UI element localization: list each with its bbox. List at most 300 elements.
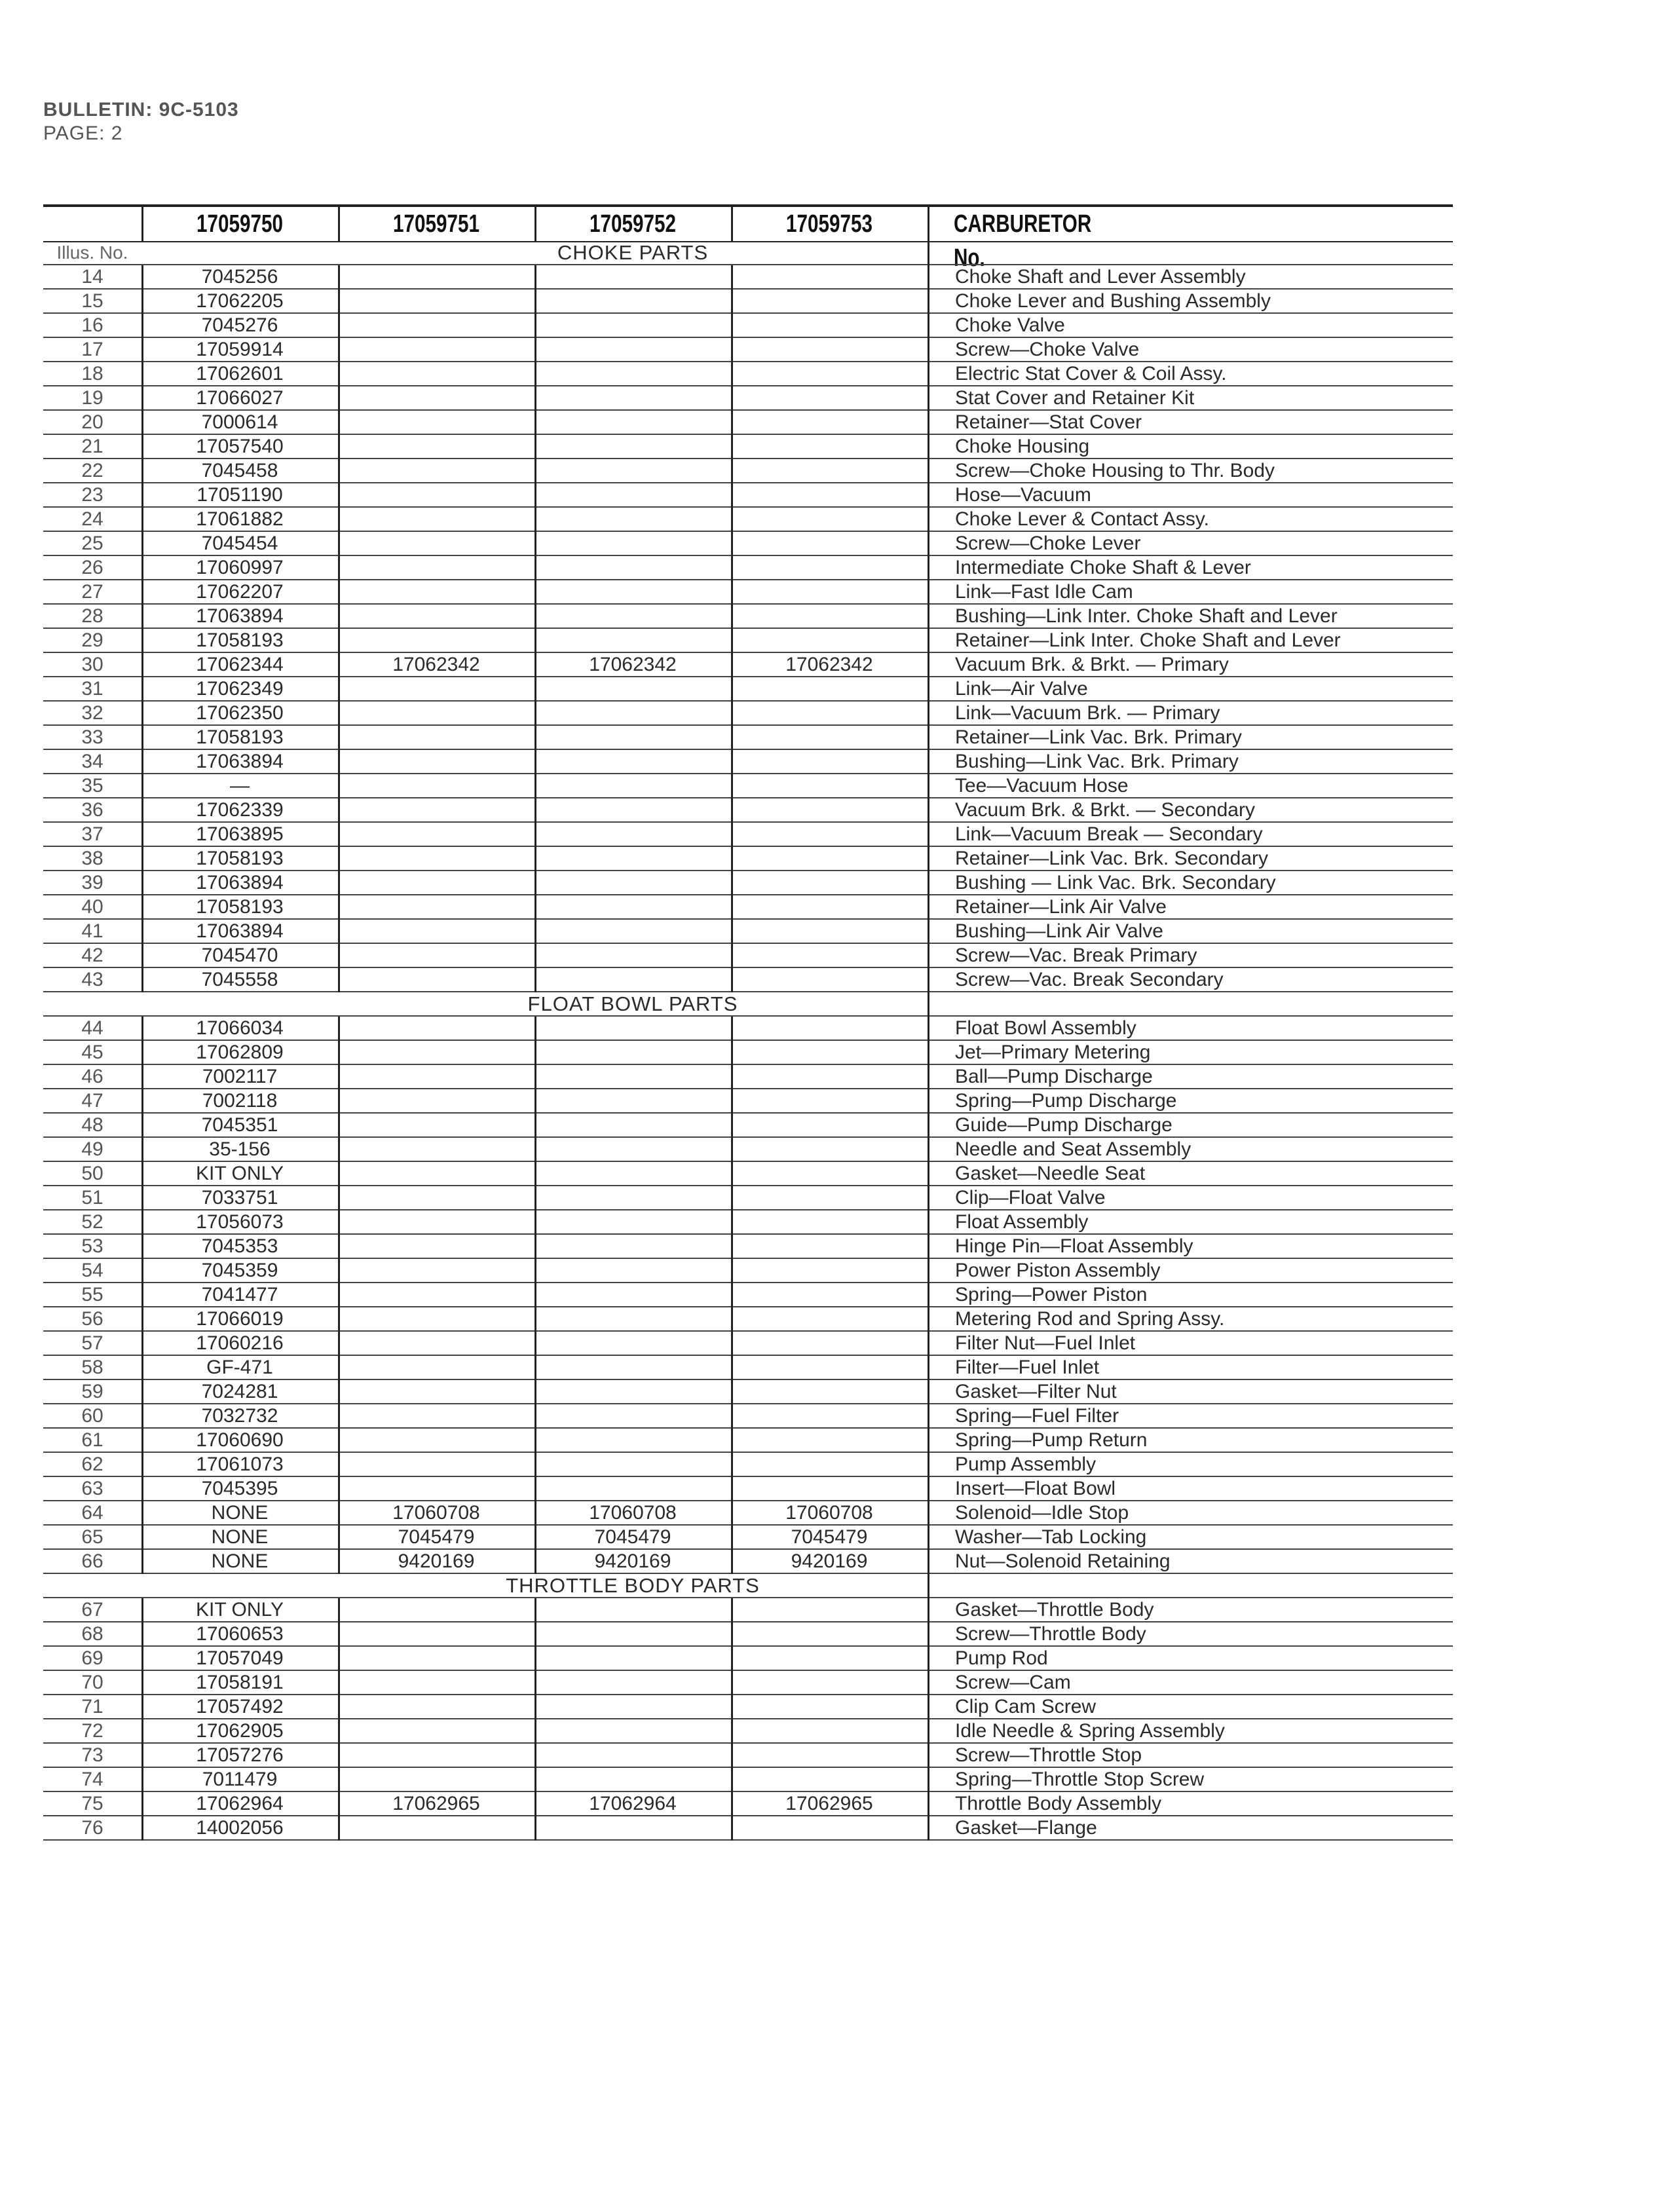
table-row (43, 1768, 1453, 1792)
part-carburetor-1: NONE (211, 1526, 269, 1548)
part-carburetor-1: 17066027 (196, 387, 284, 409)
table-row (43, 629, 1453, 653)
part-description: Screw—Vac. Break Secondary (955, 969, 1224, 990)
part-carburetor-3: 7045479 (594, 1526, 671, 1548)
illus-number: 75 (81, 1793, 103, 1814)
illus-number: 54 (81, 1260, 103, 1281)
illus-number: 40 (81, 896, 103, 918)
illus-number: 63 (81, 1478, 103, 1499)
part-description: Spring—Fuel Filter (955, 1405, 1119, 1427)
part-carburetor-1: 17062344 (196, 654, 284, 675)
table-row (43, 774, 1453, 798)
part-carburetor-1: 17062809 (196, 1041, 284, 1063)
part-description: Power Piston Assembly (955, 1260, 1161, 1281)
illus-number: 22 (81, 460, 103, 481)
part-description: Screw—Throttle Body (955, 1623, 1146, 1645)
illus-number: 25 (81, 533, 103, 554)
part-carburetor-1: 17060216 (196, 1332, 284, 1354)
column-divider (141, 265, 143, 992)
illus-number: 49 (81, 1138, 103, 1160)
part-description: Screw—Throttle Stop (955, 1744, 1142, 1766)
table-row (43, 1210, 1453, 1235)
table-row (43, 702, 1453, 726)
illus-number: 58 (81, 1357, 103, 1378)
illus-number: 29 (81, 629, 103, 651)
part-carburetor-1: 17063894 (196, 751, 284, 772)
table-row (43, 1792, 1453, 1816)
part-carburetor-1: 17063894 (196, 920, 284, 942)
table-row (43, 1526, 1453, 1550)
table-row (43, 435, 1453, 459)
part-carburetor-1: 17062205 (196, 290, 284, 312)
part-description: Link—Air Valve (955, 678, 1088, 700)
illus-number: 23 (81, 484, 103, 506)
part-carburetor-1: 17058193 (196, 896, 284, 918)
part-description: Choke Shaft and Lever Assembly (955, 266, 1246, 288)
table-row (43, 750, 1453, 774)
illus-number: 31 (81, 678, 103, 700)
column-divider (534, 265, 536, 992)
illus-number: 66 (81, 1550, 103, 1572)
table-row (43, 871, 1453, 895)
part-description: Float Bowl Assembly (955, 1017, 1136, 1039)
table-row (43, 1017, 1453, 1041)
part-carburetor-1: 17060997 (196, 557, 284, 578)
illus-number: 37 (81, 823, 103, 845)
part-description: Hose—Vacuum (955, 484, 1091, 506)
table-row (43, 968, 1453, 992)
illus-number: 16 (81, 314, 103, 336)
table-row (43, 1501, 1453, 1526)
part-description: Spring—Pump Discharge (955, 1090, 1177, 1112)
part-carburetor-1: 17062964 (196, 1793, 284, 1814)
table-row (43, 1598, 1453, 1622)
part-carburetor-1: 17056073 (196, 1211, 284, 1233)
part-description: Choke Housing (955, 436, 1090, 457)
page-number: PAGE: 2 (43, 122, 123, 144)
column-divider (731, 207, 733, 241)
part-carburetor-1: 7045276 (201, 314, 278, 336)
illus-number: 74 (81, 1769, 103, 1790)
illus-number: 68 (81, 1623, 103, 1645)
part-description: Retainer—Stat Cover (955, 411, 1142, 433)
part-carburetor-1: NONE (211, 1502, 269, 1524)
illus-number: 17 (81, 339, 103, 360)
table-row (43, 1307, 1453, 1332)
part-description: Jet—Primary Metering (955, 1041, 1151, 1063)
part-description: Filter Nut—Fuel Inlet (955, 1332, 1136, 1354)
illus-number: 32 (81, 702, 103, 724)
table-row (43, 1089, 1453, 1114)
part-carburetor-1: 17051190 (197, 484, 283, 506)
part-description: Ball—Pump Discharge (955, 1066, 1153, 1087)
illus-number: 36 (81, 799, 103, 821)
part-carburetor-1: 17062207 (196, 581, 284, 603)
part-description: Needle and Seat Assembly (955, 1138, 1191, 1160)
illus-number: 64 (81, 1502, 103, 1524)
part-carburetor-1: 7045256 (201, 266, 278, 288)
part-carburetor-3: 17062964 (589, 1793, 677, 1814)
table-row (43, 1816, 1453, 1841)
part-carburetor-1: 17058193 (196, 726, 284, 748)
section-header (43, 992, 1453, 1017)
part-carburetor-1: 7000614 (201, 411, 278, 433)
illus-no-label: Illus. No. (56, 242, 128, 263)
part-carburetor-1: 35-156 (209, 1138, 271, 1160)
table-row (43, 1477, 1453, 1501)
part-carburetor-4: 9420169 (791, 1550, 868, 1572)
column-divider (928, 241, 929, 992)
section-header (43, 241, 1453, 265)
part-description: Insert—Float Bowl (955, 1478, 1116, 1499)
part-description: Bushing—Link Air Valve (955, 920, 1163, 942)
illus-number: 46 (81, 1066, 103, 1087)
part-description: Spring—Power Piston (955, 1284, 1148, 1305)
illus-number: 33 (81, 726, 103, 748)
part-description: Screw—Choke Housing to Thr. Body (955, 460, 1275, 481)
table-row (43, 1695, 1453, 1719)
part-description: Link—Vacuum Break — Secondary (955, 823, 1263, 845)
part-carburetor-1: 7045359 (201, 1260, 278, 1281)
part-carburetor-1: 7032732 (201, 1405, 278, 1427)
part-carburetor-3: 17062342 (589, 654, 677, 675)
table-row (43, 1065, 1453, 1089)
part-carburetor-1: 17062339 (196, 799, 284, 821)
part-description: Pump Rod (955, 1647, 1048, 1669)
part-carburetor-1: 7024281 (201, 1381, 278, 1402)
table-row (43, 290, 1453, 314)
table-row (43, 1719, 1453, 1744)
illus-number: 39 (81, 872, 103, 893)
part-carburetor-1: 17061073 (196, 1453, 284, 1475)
part-description: Throttle Body Assembly (955, 1793, 1162, 1814)
part-carburetor-1: 7045558 (201, 969, 278, 990)
table-row (43, 1622, 1453, 1647)
part-carburetor-2: 17062965 (392, 1793, 480, 1814)
table-row (43, 459, 1453, 483)
table-row (43, 847, 1453, 871)
column-divider (141, 1017, 143, 1574)
table-row (43, 1453, 1453, 1477)
part-carburetor-1: 17057540 (196, 436, 284, 457)
illus-number: 60 (81, 1405, 103, 1427)
part-carburetor-1: NONE (211, 1550, 269, 1572)
table-row (43, 580, 1453, 605)
part-description: Link—Fast Idle Cam (955, 581, 1133, 603)
part-carburetor-1: 17060690 (196, 1429, 284, 1451)
illus-number: 50 (81, 1163, 103, 1184)
part-description: Washer—Tab Locking (955, 1526, 1147, 1548)
table-row (43, 1235, 1453, 1259)
illus-number: 30 (81, 654, 103, 675)
illus-number: 14 (81, 266, 103, 288)
part-carburetor-1: 17063894 (196, 872, 284, 893)
part-description: Float Assembly (955, 1211, 1089, 1233)
part-description: Bushing — Link Vac. Brk. Secondary (955, 872, 1276, 893)
illus-number: 47 (81, 1090, 103, 1112)
part-description: Intermediate Choke Shaft & Lever (955, 557, 1251, 578)
table-row (43, 1114, 1453, 1138)
table-row (43, 726, 1453, 750)
illus-number: 55 (81, 1284, 103, 1305)
table-row (43, 1404, 1453, 1429)
section-title: CHOKE PARTS (557, 241, 709, 264)
illus-number: 15 (81, 290, 103, 312)
part-carburetor-1: 17060653 (196, 1623, 284, 1645)
part-carburetor-1: 17058193 (196, 629, 284, 651)
part-description: Gasket—Flange (955, 1817, 1097, 1839)
column-divider (338, 207, 340, 241)
table-row (43, 1041, 1453, 1065)
table-row (43, 653, 1453, 677)
illus-number: 43 (81, 969, 103, 990)
column-divider (338, 265, 340, 992)
part-description: Gasket—Filter Nut (955, 1381, 1117, 1402)
part-description: Gasket—Throttle Body (955, 1599, 1154, 1621)
part-carburetor-1: 7041477 (201, 1284, 278, 1305)
illus-number: 19 (81, 387, 103, 409)
part-carburetor-4: 7045479 (791, 1526, 868, 1548)
table-row (43, 265, 1453, 290)
part-carburetor-1: 17059914 (196, 339, 284, 360)
part-carburetor-1: 7045351 (201, 1114, 278, 1136)
illus-number: 24 (81, 508, 103, 530)
table-row (43, 556, 1453, 580)
part-carburetor-1: 17057049 (196, 1647, 284, 1669)
table-row (43, 532, 1453, 556)
part-carburetor-1: 7045470 (201, 945, 278, 966)
table-row (43, 1162, 1453, 1186)
table-row (43, 508, 1453, 532)
table-row (43, 338, 1453, 362)
table-row (43, 920, 1453, 944)
part-carburetor-2: 17062342 (392, 654, 480, 675)
part-carburetor-1: 7045454 (201, 533, 278, 554)
illus-number: 76 (81, 1817, 103, 1839)
illus-number: 38 (81, 848, 103, 869)
illus-number: 73 (81, 1744, 103, 1766)
table-row (43, 677, 1453, 702)
part-carburetor-1: 17058193 (196, 848, 284, 869)
part-carburetor-1: 7045395 (201, 1478, 278, 1499)
header-carburetor-4: 17059753 (786, 210, 872, 238)
column-divider (141, 1598, 143, 1841)
part-carburetor-1: 17063894 (196, 605, 284, 627)
table-row (43, 605, 1453, 629)
part-carburetor-1: 17057492 (196, 1696, 284, 1717)
part-carburetor-4: 17062342 (785, 654, 873, 675)
column-divider (731, 1598, 733, 1841)
table-row (43, 895, 1453, 920)
part-description: Guide—Pump Discharge (955, 1114, 1172, 1136)
illus-number: 48 (81, 1114, 103, 1136)
part-carburetor-1: KIT ONLY (196, 1599, 284, 1621)
part-description: Clip—Float Valve (955, 1187, 1106, 1209)
illus-number: 41 (81, 920, 103, 942)
part-carburetor-1: 7033751 (201, 1187, 278, 1209)
column-divider (534, 207, 536, 241)
part-carburetor-1: 17062905 (196, 1720, 284, 1742)
part-description: Solenoid—Idle Stop (955, 1502, 1129, 1524)
illus-number: 51 (81, 1187, 103, 1209)
column-divider (731, 1017, 733, 1574)
column-divider (731, 265, 733, 992)
illus-number: 61 (81, 1429, 103, 1451)
illus-number: 70 (81, 1672, 103, 1693)
part-description: Retainer—Link Vac. Brk. Secondary (955, 848, 1268, 869)
part-description: Screw—Choke Lever (955, 533, 1141, 554)
part-description: Stat Cover and Retainer Kit (955, 387, 1195, 409)
table-row (43, 314, 1453, 338)
part-carburetor-2: 7045479 (398, 1526, 475, 1548)
part-carburetor-1: 17057276 (196, 1744, 284, 1766)
table-row (43, 1356, 1453, 1380)
illus-number: 65 (81, 1526, 103, 1548)
part-carburetor-1: 17062601 (196, 363, 284, 384)
column-divider (534, 1598, 536, 1841)
bulletin-header (43, 98, 239, 145)
table-row (43, 411, 1453, 435)
part-carburetor-1: 17063895 (196, 823, 284, 845)
bulletin-number: BULLETIN: 9C-5103 (43, 99, 239, 121)
part-description: Clip Cam Screw (955, 1696, 1097, 1717)
table-row (43, 1744, 1453, 1768)
illus-number: 34 (81, 751, 103, 772)
table-row (43, 1259, 1453, 1283)
part-description: Retainer—Link Air Valve (955, 896, 1167, 918)
header-carburetor-2: 17059751 (393, 210, 479, 238)
part-description: Choke Lever & Contact Assy. (955, 508, 1209, 530)
column-divider (338, 1017, 340, 1574)
table-row (43, 1550, 1453, 1574)
part-description: Retainer—Link Inter. Choke Shaft and Lever (955, 629, 1341, 651)
table-row (43, 798, 1453, 823)
illus-number: 42 (81, 945, 103, 966)
table-row (43, 1429, 1453, 1453)
column-divider (928, 207, 929, 241)
table-row (43, 1380, 1453, 1404)
column-divider (338, 1598, 340, 1841)
part-carburetor-2: 9420169 (398, 1550, 475, 1572)
part-carburetor-1: 17062349 (196, 678, 284, 700)
part-carburetor-4: 17062965 (785, 1793, 873, 1814)
part-carburetor-3: 17060708 (589, 1502, 677, 1524)
part-carburetor-1: 7045353 (201, 1235, 278, 1257)
illus-number: 28 (81, 605, 103, 627)
section-title: FLOAT BOWL PARTS (527, 992, 738, 1015)
part-carburetor-1: KIT ONLY (196, 1163, 284, 1184)
header-carburetor-3: 17059752 (590, 210, 676, 238)
illus-number: 21 (81, 436, 103, 457)
part-description: Link—Vacuum Brk. — Primary (955, 702, 1220, 724)
part-carburetor-1: 7002118 (202, 1090, 278, 1112)
illus-number: 35 (81, 775, 103, 797)
illus-number: 45 (81, 1041, 103, 1063)
illus-number: 53 (81, 1235, 103, 1257)
column-divider (928, 1574, 929, 1841)
illus-number: 69 (81, 1647, 103, 1669)
section-header (43, 1574, 1453, 1598)
part-description: Pump Assembly (955, 1453, 1097, 1475)
part-description: Spring—Pump Return (955, 1429, 1148, 1451)
illus-number: 18 (81, 363, 103, 384)
illus-number: 56 (81, 1308, 103, 1330)
part-carburetor-1: 7045458 (201, 460, 278, 481)
part-description: Bushing—Link Inter. Choke Shaft and Lever (955, 605, 1338, 627)
part-carburetor-2: 17060708 (392, 1502, 480, 1524)
part-description: Screw—Cam (955, 1672, 1071, 1693)
part-description: Vacuum Brk. & Brkt. — Primary (955, 654, 1229, 675)
part-carburetor-1: 17058191 (196, 1672, 284, 1693)
column-divider (534, 1017, 536, 1574)
part-description: Idle Needle & Spring Assembly (955, 1720, 1225, 1742)
illus-number: 26 (81, 557, 103, 578)
part-description: Electric Stat Cover & Coil Assy. (955, 363, 1227, 384)
illus-number: 67 (81, 1599, 103, 1621)
section-title: THROTTLE BODY PARTS (506, 1574, 760, 1597)
illus-number: 20 (81, 411, 103, 433)
part-description: Filter—Fuel Inlet (955, 1357, 1100, 1378)
column-divider (141, 207, 143, 241)
part-description: Screw—Vac. Break Primary (955, 945, 1197, 966)
part-description: Screw—Choke Valve (955, 339, 1140, 360)
illus-number: 62 (81, 1453, 103, 1475)
table-row (43, 944, 1453, 968)
part-carburetor-1: 17061882 (196, 508, 284, 530)
part-carburetor-1: GF-471 (206, 1357, 273, 1378)
part-carburetor-1: — (230, 775, 250, 797)
table-row (43, 1671, 1453, 1695)
column-divider (928, 992, 929, 1574)
part-description: Choke Valve (955, 314, 1065, 336)
illus-number: 59 (81, 1381, 103, 1402)
header-carburetor-label: CARBURETOR No. (954, 210, 1092, 272)
illus-number: 57 (81, 1332, 103, 1354)
part-description: Bushing—Link Vac. Brk. Primary (955, 751, 1239, 772)
table-row (43, 1138, 1453, 1162)
part-carburetor-4: 17060708 (785, 1502, 873, 1524)
part-carburetor-1: 17066019 (196, 1308, 284, 1330)
part-description: Nut—Solenoid Retaining (955, 1550, 1171, 1572)
part-description: Retainer—Link Vac. Brk. Primary (955, 726, 1242, 748)
illus-number: 44 (81, 1017, 103, 1039)
part-description: Tee—Vacuum Hose (955, 775, 1129, 797)
part-carburetor-1: 14002056 (196, 1817, 284, 1839)
illus-number: 27 (81, 581, 103, 603)
header-carburetor-1: 17059750 (197, 210, 283, 238)
table-row (43, 1283, 1453, 1307)
table-row (43, 1647, 1453, 1671)
part-carburetor-1: 7011479 (202, 1769, 278, 1790)
table-row (43, 1332, 1453, 1356)
part-description: Choke Lever and Bushing Assembly (955, 290, 1271, 312)
part-carburetor-1: 17062350 (196, 702, 284, 724)
table-row (43, 1186, 1453, 1210)
part-description: Gasket—Needle Seat (955, 1163, 1146, 1184)
table-row (43, 823, 1453, 847)
part-carburetor-1: 17066034 (196, 1017, 284, 1039)
part-description: Vacuum Brk. & Brkt. — Secondary (955, 799, 1255, 821)
illus-number: 52 (81, 1211, 103, 1233)
table-row (43, 386, 1453, 411)
illus-number: 72 (81, 1720, 103, 1742)
illus-number: 71 (81, 1696, 103, 1717)
table-row (43, 483, 1453, 508)
table-row (43, 362, 1453, 386)
part-description: Spring—Throttle Stop Screw (955, 1769, 1205, 1790)
part-description: Metering Rod and Spring Assy. (955, 1308, 1225, 1330)
part-description: Hinge Pin—Float Assembly (955, 1235, 1193, 1257)
